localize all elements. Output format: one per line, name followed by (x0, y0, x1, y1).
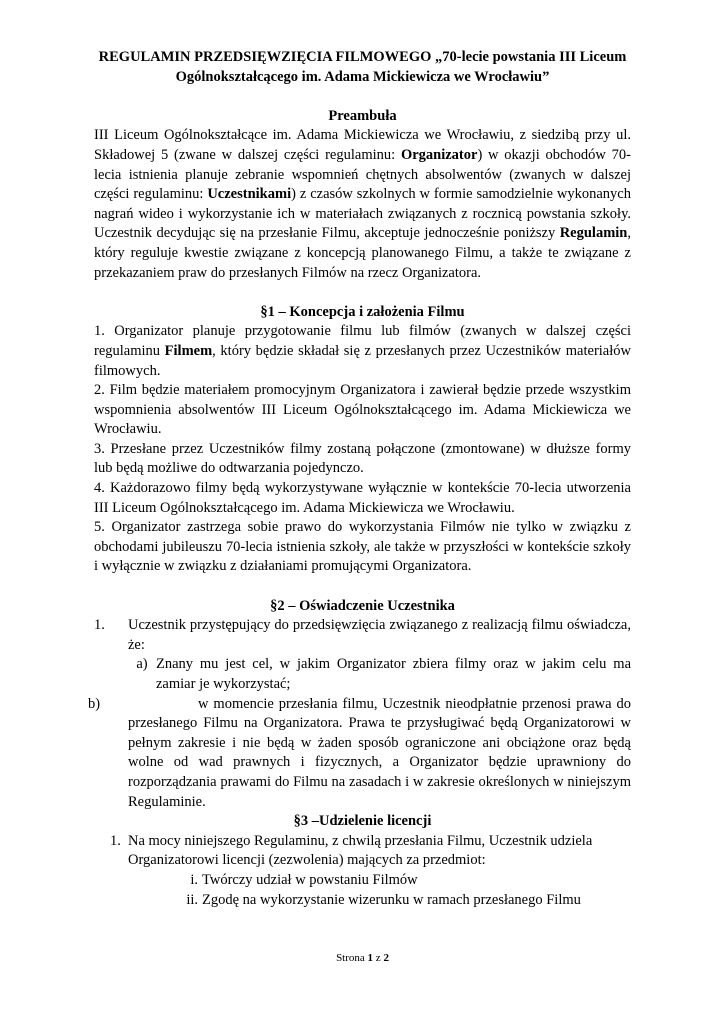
title-line-1: REGULAMIN PRZEDSIĘWZIĘCIA FILMOWEGO „70-lecie powstania III Liceum (98, 49, 627, 65)
s3-pi-text: Twórczy udział w powstaniu Filmów (202, 871, 418, 888)
s2-pb-letter: b) (88, 695, 101, 712)
section-1-point-3: 3. Przesłane przez Uczestników filmy zostaną połączone (zmontowane) w dłuższe formy lub będą możliwe do odtwarzania pojedynczo. (94, 440, 631, 477)
section-3-point-1 (110, 832, 631, 871)
section-2-point-1a (128, 655, 631, 694)
title-line-2: Ogólnokształcącego im. Adama Mickiewicza we Wrocławiu” (175, 68, 550, 85)
preamble-text-2: ) w okazji obchodów 70-lecia istnienia planuje zebranie wspomnień chętnych absolwentów (zwanych w dalszej części regulaminu: (94, 146, 632, 203)
s2-pb-text: w momencie przesłania filmu, Uczestnik nieodpłatnie przenosi prawa do przesłanego Filmu na Organizatora. Prawa te przysługiwać będą Organizatorowi w pełnym zakresie i nie będą w żaden sposób ograniczone ani obciążone oraz będą wolne od wad prawnych i fizycznych, a Organizator będzie uprawniony do rozporządzania prawami do Filmu na zasadach i w zakresie określonych w niniejszym Regulaminie. (128, 695, 631, 810)
section-1-point-1 (94, 322, 631, 381)
footer-page-number: 1 (367, 952, 374, 964)
footer-label: Strona (336, 952, 365, 964)
section-3-heading: §3 –Udzielenie licencji (293, 813, 432, 830)
section-1-point-4: 4. Każdorazowo filmy będą wykorzystywane wyłącznie w kontekście 70-lecia utworzenia III Liceum Ogólnokształcącego im. Adama Mickiewicza we Wrocławiu. (94, 480, 631, 516)
term-organizator: Organizator (400, 146, 478, 163)
s1-p1-text-a: 1. Organizator planuje przygotowanie filmu lub filmów (zwanych w dalszej części regulaminu (94, 323, 631, 359)
section-3-point-1-i (174, 871, 631, 891)
section-1-heading: §1 – Koncepcja i założenia Filmu (260, 303, 465, 320)
preamble-text-1: III Liceum Ogólnokształcące im. Adama Mickiewicza we Wrocławiu, z siedzibą przy ul. Składowej 5 (zwane w dalszej części regulaminu: (94, 127, 631, 163)
footer-total-pages: 2 (383, 952, 389, 964)
s3-pi-number: i. (190, 871, 198, 888)
section-1-point-2: 2. Film będzie materiałem promocyjnym Organizatora i zawierał będzie przede wszystkim wspomnienia absolwentów III Liceum Ogólnokształcącego im. Adama Mickiewicza we Wrocławiu. (94, 382, 631, 438)
footer-of: z (375, 952, 381, 964)
section-3-point-1-ii (174, 891, 631, 911)
document-page (88, 48, 632, 910)
s2-p1-text: Uczestnik przystępujący do przedsięwzięcia związanego z realizacją filmu oświadcza, że: (128, 617, 631, 653)
preamble-heading: Preambuła (328, 107, 397, 124)
section-1-point-5: 5. Organizator zastrzega sobie prawo do wykorzystania Filmów nie tylko w związku z obchodami jubileuszu 70-lecia istnienia szkoły, ale także w przyszłości w kontekście szkoły i wyłącznie w związku z działaniami promującymi Organizatora. (94, 519, 631, 575)
s3-p1-text: Na mocy niniejszego Regulaminu, z chwilą przesłania Filmu, Uczestnik udziela Organizatorowi licencji (zezwolenia) mających za przedmiot: (128, 832, 593, 869)
term-regulamin: Regulamin (559, 225, 628, 242)
s3-p1-number: 1. (110, 832, 121, 849)
s1-p1-text-c: , który będzie składał się z przesłanych przez Uczestników materiałów filmowych. (94, 342, 631, 379)
s3-pii-number: ii. (186, 891, 198, 908)
s2-pa-text: Znany mu jest cel, w jakim Organizator zbiera filmy oraz w jakim celu ma zamiar je wykorzystać; (156, 656, 631, 692)
preamble-text-3: ) z czasów szkolnych w formie samodzielnie wykonanych nagrań wideo i wykorzystanie ich w materiałach związanych z rocznicą powstania szkoły. Uczestnik decydując się na przesłanie Filmu, akceptuje jednocześnie poniższy (94, 186, 631, 242)
s2-p1-number: 1. (94, 617, 105, 634)
term-uczestnikami: Uczestnikami (207, 186, 292, 203)
s2-pa-letter: a) (136, 656, 148, 673)
s3-pii-text: Zgodę na wykorzystanie wizerunku w ramach przesłanego Filmu (202, 891, 581, 908)
section-2-point-1 (94, 616, 631, 655)
preamble-paragraph (94, 126, 631, 283)
document-title (94, 48, 631, 87)
page-footer (0, 952, 725, 964)
section-2-heading: §2 – Oświadczenie Uczestnika (270, 597, 455, 614)
section-2-point-1b (88, 695, 631, 813)
preamble-text-4: , który reguluje kwestie związane z koncepcją planowanego Filmu, a także te związane z przekazaniem praw do przesłanych Filmów na rzecz Organizatora. (94, 225, 631, 281)
term-filmem: Filmem (164, 342, 213, 359)
